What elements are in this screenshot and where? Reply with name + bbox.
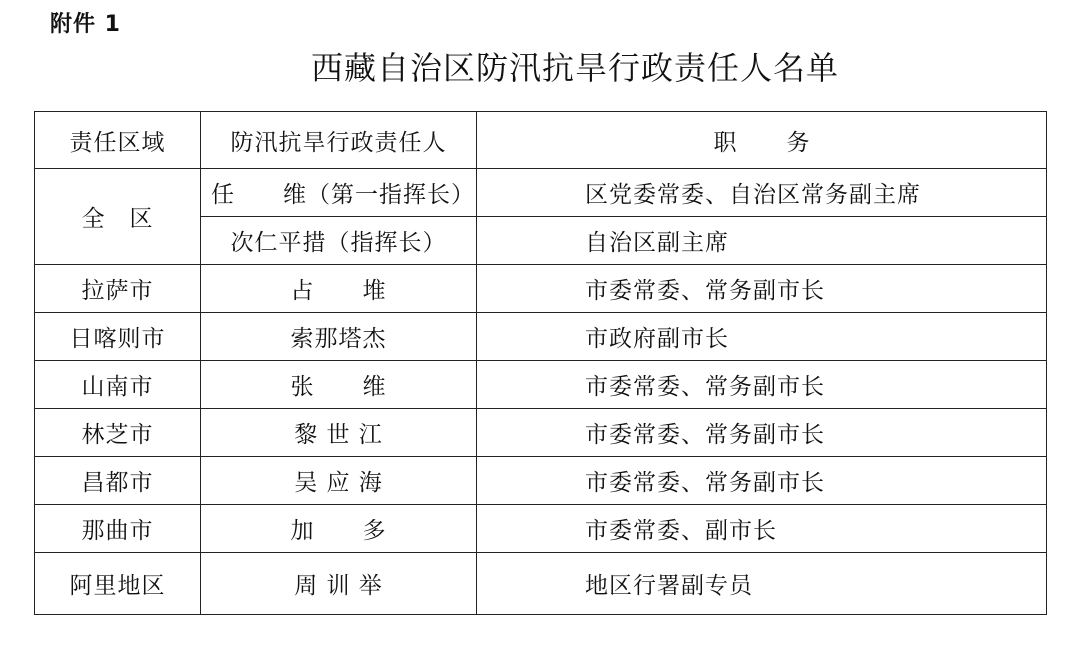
position-cell: 市委常委、常务副市长 [477, 361, 1047, 409]
header-position: 职务 [477, 112, 1047, 169]
region-cell: 山南市 [35, 361, 201, 409]
region-cell: 阿里地区 [35, 553, 201, 615]
region-cell: 林芝市 [35, 409, 201, 457]
region-cell: 昌都市 [35, 457, 201, 505]
table-header-row [35, 112, 1047, 169]
header-region: 责任区域 [35, 112, 201, 169]
table-row [35, 313, 1047, 361]
region-cell: 日喀则市 [35, 313, 201, 361]
table-row [35, 553, 1047, 615]
position-cell: 市委常委、常务副市长 [477, 457, 1047, 505]
person-cell: 索那塔杰 [201, 313, 477, 361]
header-person: 防汛抗旱行政责任人 [201, 112, 477, 169]
table-row [35, 409, 1047, 457]
person-cell: 周 训 举 [201, 553, 477, 615]
table-row [35, 505, 1047, 553]
person-cell: 次仁平措（指挥长） [201, 217, 477, 265]
person-cell: 张 维 [201, 361, 477, 409]
position-cell: 市委常委、常务副市长 [477, 409, 1047, 457]
table-row [35, 361, 1047, 409]
table-row [35, 457, 1047, 505]
person-cell: 占 堆 [201, 265, 477, 313]
region-cell: 全 区 [35, 169, 201, 265]
attachment-label: 附件 1 [50, 12, 121, 37]
position-cell: 市委常委、常务副市长 [477, 265, 1047, 313]
responsibility-table [34, 111, 1047, 615]
table-row [35, 169, 1047, 217]
region-cell: 那曲市 [35, 505, 201, 553]
position-cell: 市委常委、副市长 [477, 505, 1047, 553]
region-cell: 拉萨市 [35, 265, 201, 313]
person-cell: 任 维（第一指挥长） [201, 169, 477, 217]
document-title: 西藏自治区防汛抗旱行政责任人名单 [310, 49, 839, 87]
person-cell: 吴 应 海 [201, 457, 477, 505]
position-cell: 自治区副主席 [477, 217, 1047, 265]
table-row [35, 265, 1047, 313]
person-cell: 黎 世 江 [201, 409, 477, 457]
position-cell: 市政府副市长 [477, 313, 1047, 361]
position-cell: 地区行署副专员 [477, 553, 1047, 615]
position-cell: 区党委常委、自治区常务副主席 [477, 169, 1047, 217]
person-cell: 加 多 [201, 505, 477, 553]
